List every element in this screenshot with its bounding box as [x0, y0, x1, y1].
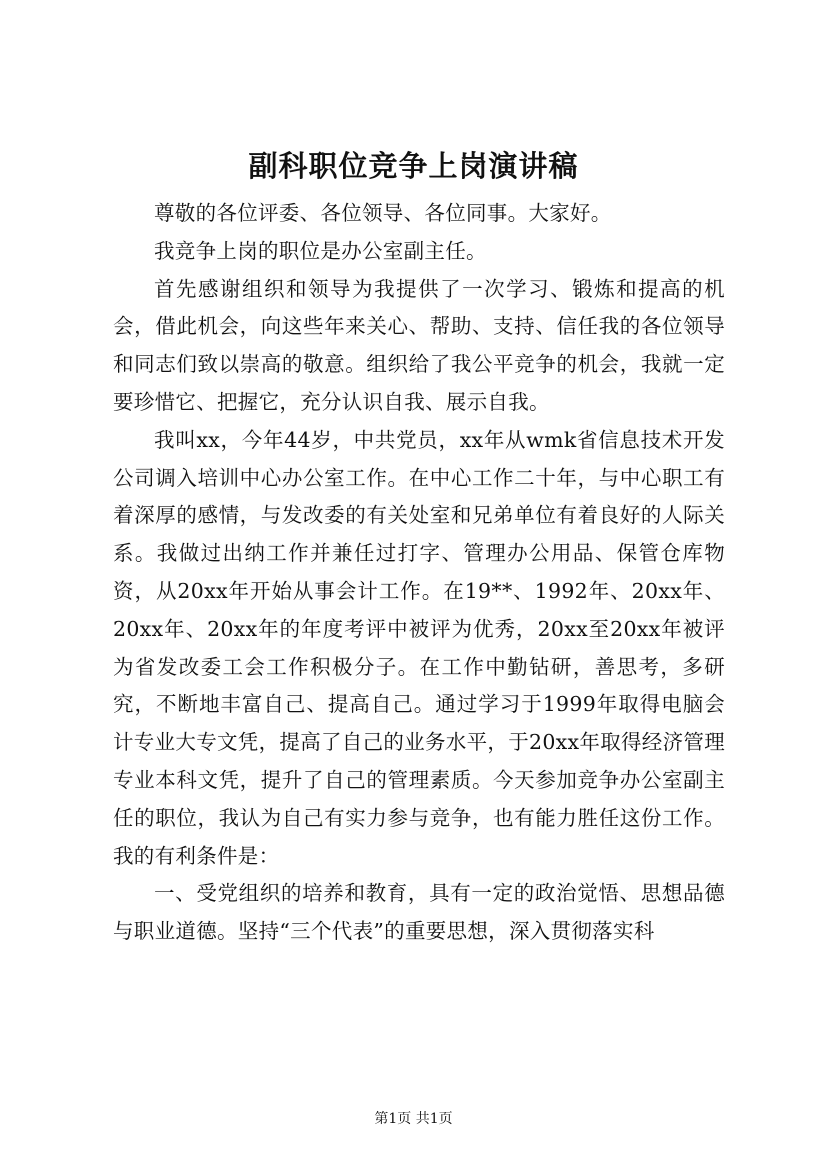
paragraph-position: 我竞争上岗的职位是办公室副主任。	[154, 238, 487, 263]
document-body	[113, 195, 725, 951]
paragraph-introduction: 我叫xx，今年44岁，中共党员，xx年从wmk省信息技术开发公司调入培训中心办公室工作。在中心工作二十年，与中心职工有着深厚的感情，与发改委的有关处室和兄弟单位有着良好的人际关系。我做过出纳工作并兼任过打字、管理办公用品、保管仓库物资，从20xx年开始从事会计工作。在19**、1992年、20xx年、20xx年、20xx年的年度考评中被评为优秀，20xx至20xx年被评为省发改委工会工作积极分子。在工作中勤钻研，善思考，多研究，不断地丰富自己、提高自己。通过学习于1999年取得电脑会计专业大专文凭，提高了自己的业务水平，于20xx年取得经济管理专业本科文凭，提升了自己的管理素质。今天参加竞争办公室副主任的职位，我认为自己有实力参与竞争，也有能力胜任这份工作。我的有利条件是：	[113, 427, 726, 868]
paragraph-condition-one: 一、受党组织的培养和教育，具有一定的政治觉悟、思想品德与职业道德。坚持“三个代表”的重要思想，深入贯彻落实科	[113, 881, 725, 944]
page-footer: 第1页 共1页	[374, 1111, 453, 1127]
paragraph-thanks: 首先感谢组织和领导为我提供了一次学习、锻炼和提高的机会，借此机会，向这些年来关心、帮助、支持、信任我的各位领导和同志们致以崇高的敬意。组织给了我公平竞争的机会，我就一定要珍惜它、把握它，充分认识自我、展示自我。	[113, 276, 725, 414]
document-title: 副科职位竞争上岗演讲稿	[248, 149, 579, 183]
paragraph-greeting: 尊敬的各位评委、各位领导、各位同事。大家好。	[154, 201, 612, 225]
